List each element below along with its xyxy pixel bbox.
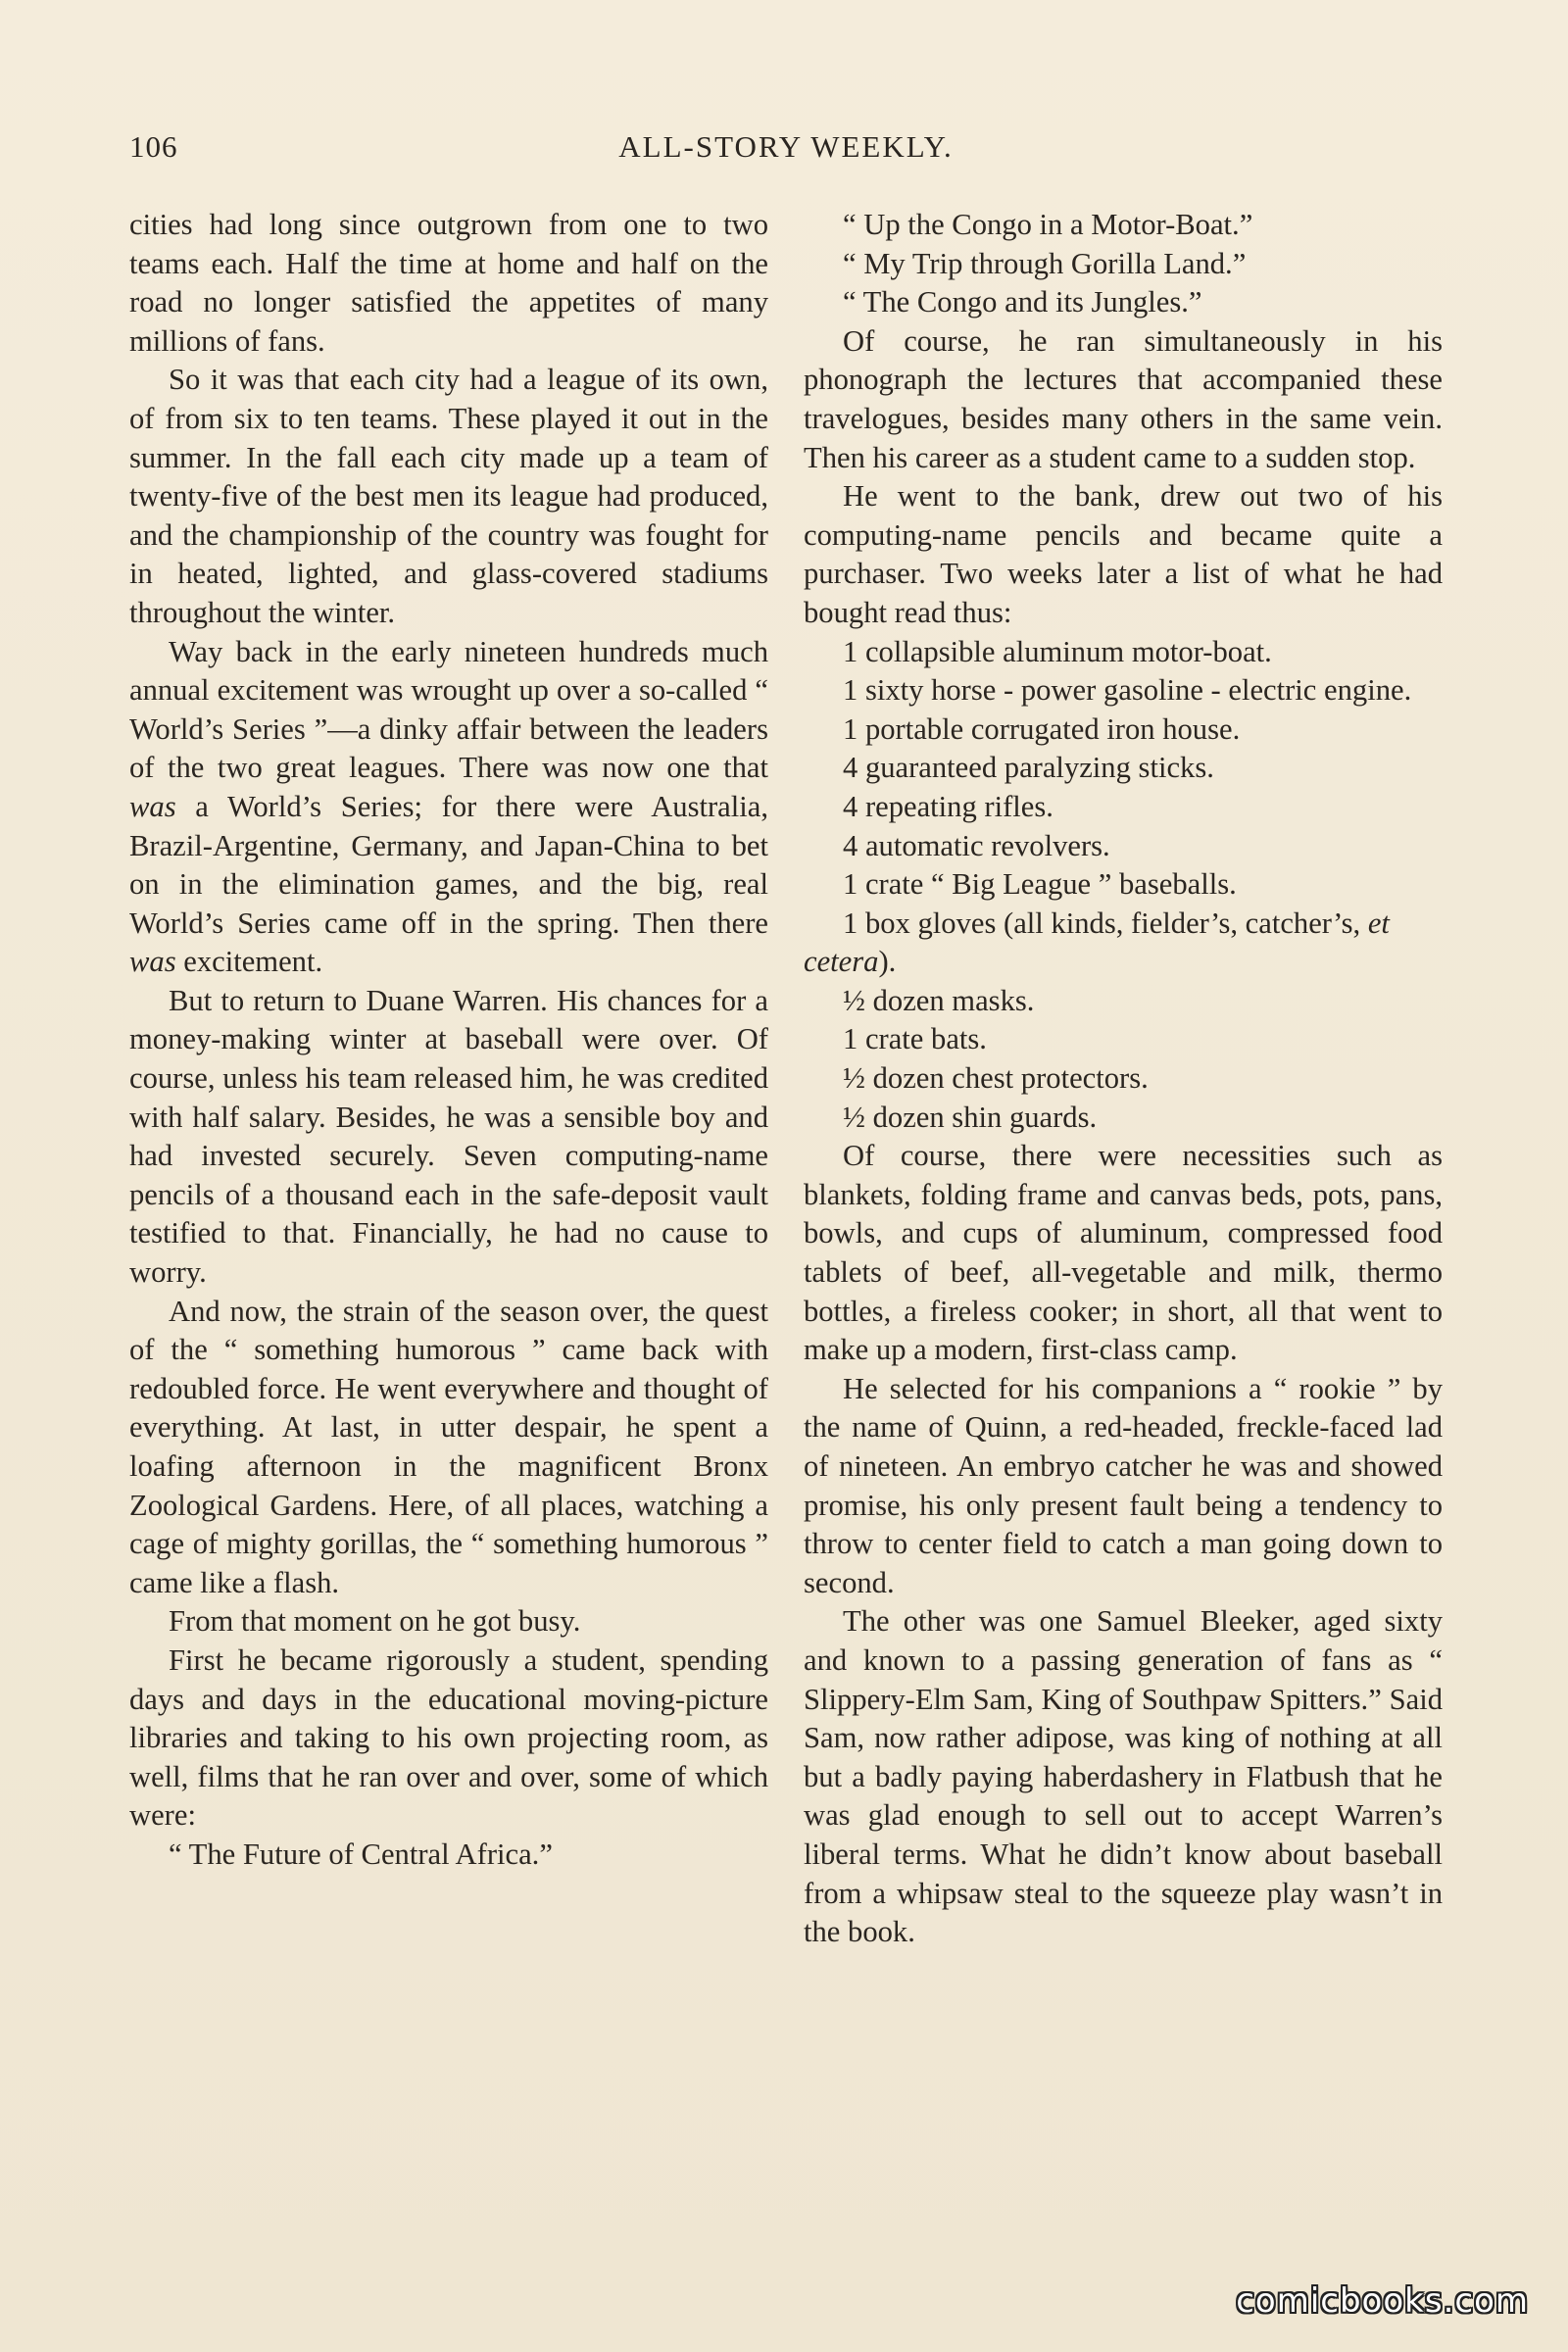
paragraph: And now, the strain of the season over, the quest of the “ something humorous ” came back with redoubled force. He went everywhere and thought of everything. At last, in utter despair, he spent a loafing afternoon in the magnificent Bronx Zoological Gardens. Here, of all places, watching a cage of mighty gorillas, the “ something humorous ” came like a flash. [129, 1294, 768, 1599]
paragraph: Way back in the early nineteen hundreds much annual excitement was wrought up over a so-called “ World’s Series ”—a dinky affair between the leaders of the two great leagues. There was now one that was a World’s Series; for there were Australia, Brazil-Argentine, Germany, and Japan-China to bet on in the elimination games, and the big, real World’s Series came off in the spring. Then there was excitement. [129, 634, 768, 979]
paragraph: So it was that each city had a league of its own, of from six to ten teams. These played it out in the summer. In the fall each city made up a team of twenty-five of the best men its league had produced, and the championship of the country was fought for in heated, lighted, and glass-covered stadiums throughout the winter. [129, 363, 768, 629]
emphasis: was [129, 789, 176, 823]
paragraph: cities had long since outgrown from one to two teams each. Half the time at home and half on the road no longer satisfied the appetites of many millions of fans. [129, 208, 768, 358]
page-header [129, 129, 1443, 178]
paragraph: Of course, he ran simultaneously in his phonograph the lectures that accompanied these travelogues, besides many others in the same vein. Then his career as a student came to a sudden stop. [804, 323, 1443, 474]
paragraph: He went to the bank, drew out two of his computing-name pencils and became quite a purchaser. Two weeks later a list of what he had bought read thus: [804, 479, 1443, 629]
film-title: “ My Trip through Gorilla Land.” [843, 246, 1247, 280]
emphasis: et cetera [804, 906, 1390, 979]
paragraph: The other was one Samuel Bleeker, aged sixty and known to a passing generation of fans as “ Slippery-Elm Sam, King of Southpaw Spitters.” Said Sam, now rather adipose, was king of nothing at all but a badly paying haberdashery in Flatbush that he was glad enough to sell out to accept Warren’s liberal terms. What he didn’t know about baseball from a whipsaw steal to the squeeze play wasn’t in the book. [804, 1604, 1443, 1949]
list-item: 1 crate bats. [843, 1022, 987, 1056]
list-item: 1 sixty horse - power gasoline - electric engine. [843, 673, 1412, 708]
list-item: 1 crate “ Big League ” baseballs. [843, 867, 1237, 902]
left-column [129, 206, 768, 1875]
list-item: ½ dozen chest protectors. [843, 1061, 1149, 1096]
watermark: comicbooks.com [1236, 2281, 1529, 2321]
paragraph: Of course, there were necessities such as blankets, folding frame and canvas beds, pots, pans, bowls, and cups of aluminum, compressed food tablets of beef, all-vegetable and milk, thermo bottles, a fireless cooker; in short, all that went to make up a modern, first-class camp. [804, 1139, 1443, 1367]
list-item: 4 repeating rifles. [843, 789, 1054, 823]
list-item: ½ dozen masks. [843, 983, 1035, 1017]
list-item: ½ dozen shin guards. [843, 1100, 1098, 1134]
paragraph: But to return to Duane Warren. His chances for a money-making winter at baseball were over. Of course, unless his team released him, he was credited with half salary. Besides, he was a sensible boy and had invested securely. Seven computing-name pencils of a thousand each in the safe-deposit vault testified to that. Financially, he had no cause to worry. [129, 983, 768, 1290]
paragraph: He selected for his companions a “ rookie ” by the name of Quinn, a red-headed, freckle-faced lad of nineteen. An embryo catcher he was and showed promise, his only present fault being a tendency to throw to center field to catch a man going down to second. [804, 1371, 1443, 1599]
film-title: “ Up the Congo in a Motor-Boat.” [843, 208, 1253, 241]
emphasis: was [129, 945, 176, 979]
paragraph: From that moment on he got busy. [169, 1604, 581, 1639]
list-item: 1 collapsible aluminum motor-boat. [843, 634, 1272, 668]
list-item: 1 portable corrugated iron house. [843, 711, 1241, 746]
list-item: 4 guaranteed paralyzing sticks. [843, 751, 1214, 785]
running-head: ALL-STORY WEEKLY. [618, 129, 954, 164]
right-column [804, 206, 1443, 1952]
page-number: 106 [129, 129, 178, 164]
list-item: 4 automatic revolvers. [843, 828, 1110, 862]
list-item: 1 box gloves (all kinds, fielder’s, catcher’s, et cetera). [804, 906, 1390, 979]
film-title: “ The Future of Central Africa.” [169, 1837, 553, 1871]
paragraph: First he became rigorously a student, spending days and days in the educational moving-picture libraries and taking to his own projecting room, as well, films that he ran over and over, some of which were: [129, 1642, 768, 1833]
film-title: “ The Congo and its Jungles.” [843, 285, 1202, 319]
